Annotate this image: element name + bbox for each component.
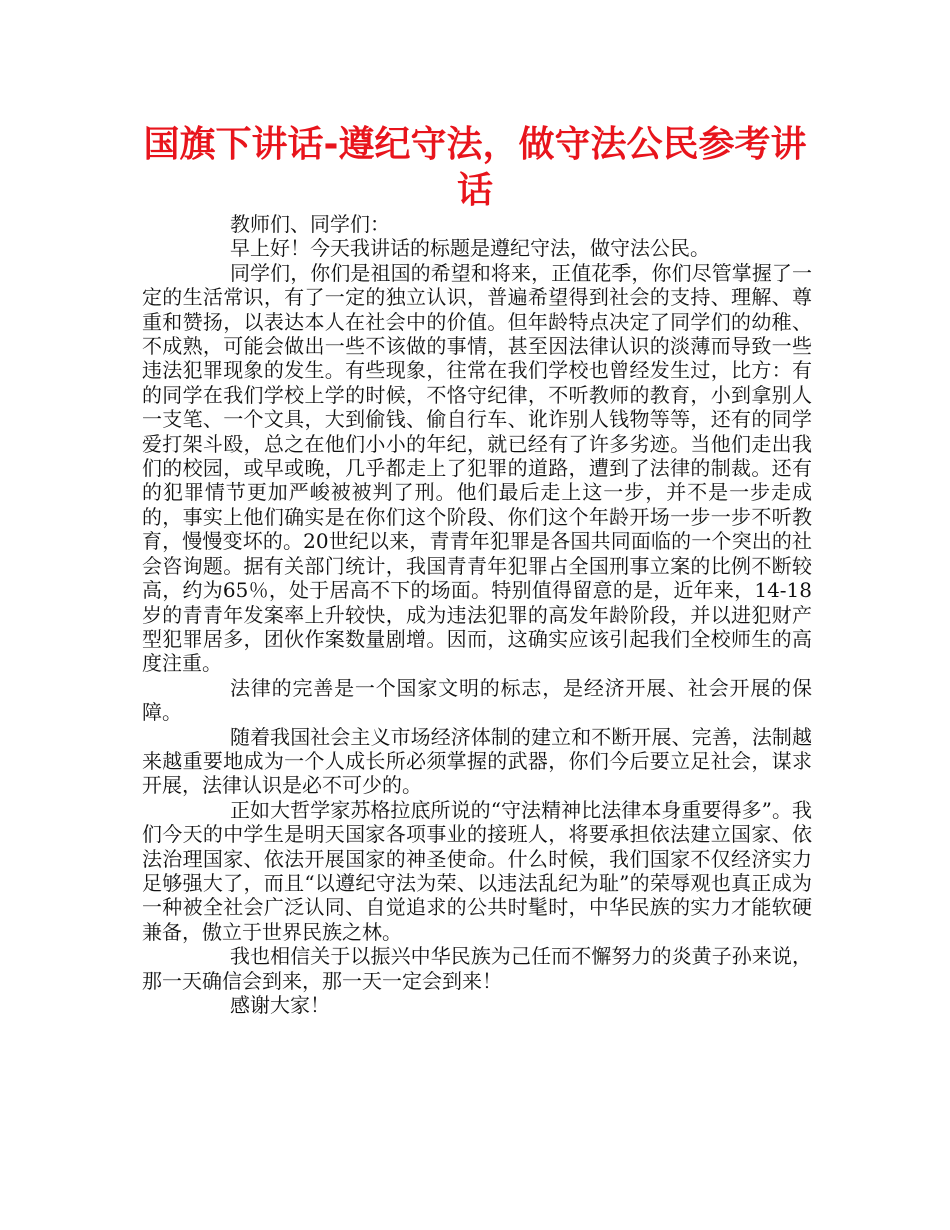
body-paragraph: 随着我国社会主义市场经济体制的建立和不断开展、完善，法制越来越重要地成为一个人成长所必须掌握的武器，你们今后要立足社会，谋求开展，法律认识是必不可少的。 [142,724,812,798]
closing-paragraph: 感谢大家！ [230,993,330,1017]
greeting-paragraph: 早上好！今天我讲话的标题是遵纪守法，做守法公民。 [230,236,710,261]
body-paragraph: 正如大哲学家苏格拉底所说的“守法精神比法律本身重要得多”。我们今天的中学生是明天国家各项事业的接班人，将要承担依法建立国家、依法治理国家、依法开展国家的神圣使命。什么时候，我们国家不仅经济实力足够强大了，而且“以遵纪守法为荣、以违法乱纪为耻”的荣辱观也真正成为一种被全社会广泛认同、自觉追求的公共时髦时，中华民族的实力才能软硬兼备，傲立于世界民族之林。 [142,797,812,944]
salutation: 教师们、同学们： [230,212,390,236]
body-paragraph: 我也相信关于以振兴中华民族为己任而不懈努力的炎黄子孙来说，那一天确信会到来，那一天一定会到来！ [142,944,812,993]
page-title: 国旗下讲话-遵纪守法，做守法公民参考讲话 [143,124,807,211]
body-paragraph: 同学们，你们是祖国的希望和将来，正值花季，你们尽管掌握了一定的生活常识，有了一定的独立认识，普遍希望得到社会的支持、理解、尊重和赞扬，以表达本人在社会中的价值。但年龄特点决定了同学们的幼稚、不成熟，可能会做出一些不该做的事情，甚至因法律认识的淡薄而导致一些违法犯罪现象的发生。有些现象，往常在我们学校也曾经发生过，比方：有的同学在我们学校上学的时候，不恪守纪律，不听教师的教育，小到拿别人一支笔、一个文具，大到偷钱、偷自行车、讹诈别人钱物等等，还有的同学爱打架斗殴，总之在他们小小的年纪，就已经有了许多劣迹。当他们走出我们的校园，或早或晚，几乎都走上了犯罪的道路，遭到了法律的制裁。还有的犯罪情节更加严峻被被判了刑。他们最后走上这一步，并不是一步走成的，事实上他们确实是在你们这个阶段、你们这个年龄开场一步一步不听教育，慢慢变坏的。20世纪以来，青青年犯罪是各国共同面临的一个突出的社会咨询题。据有关部门统计，我国青青年犯罪占全国刑事立案的比例不断较高，约为65％，处于居高不下的场面。特别值得留意的是，近年来，14-18岁的青青年发案率上升较快，成为违法犯罪的高发年龄阶段，并以进犯财产型犯罪居多，团伙作案数量剧增。因而，这确实应该引起我们全校师生的高度注重。 [142,260,812,676]
body-paragraph: 法律的完善是一个国家文明的标志，是经济开展、社会开展的保障。 [142,675,812,725]
document-body [142,212,812,1017]
